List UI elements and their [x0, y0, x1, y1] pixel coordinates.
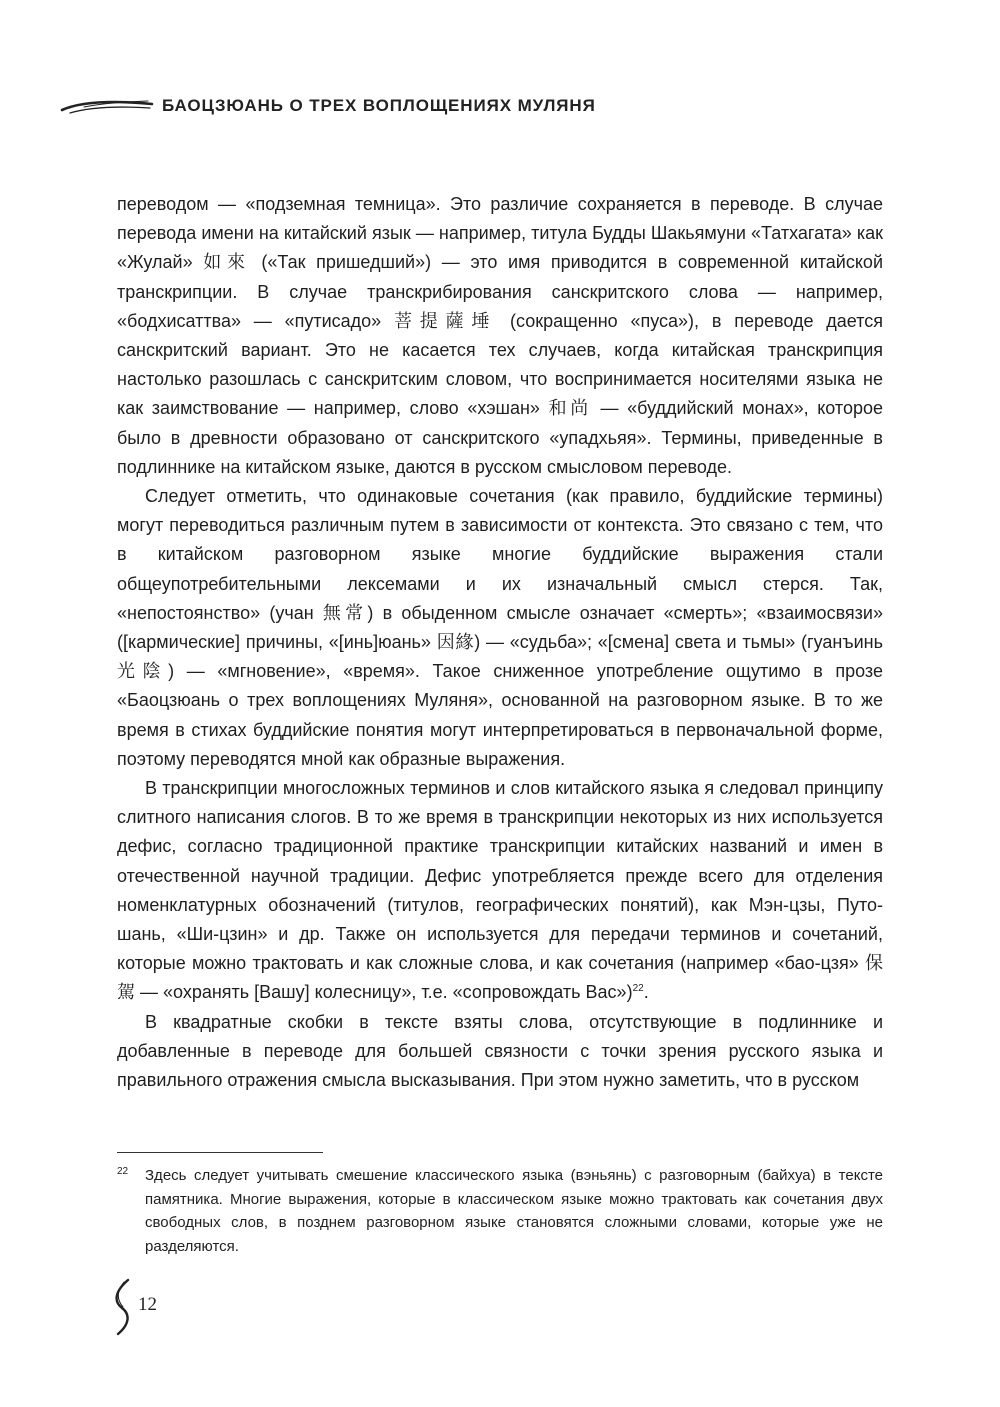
paragraph: переводом — «подземная темница». Это различие сохраняется в переводе. В случае перевода имени на китайский язык — например, титула Будды Шакьямуни «Татхагата» как «Жулай» 如來 («Так пришедший») — это имя приводится в современной китайской транскрипции. В случае транскрибирования санскритского слова — например, «бодхисаттва» — «путисадо» 菩提薩埵 (сокращенно «пуса»), в переводе дается санскритский вариант. Это не касается тех случаев, когда китайская транскрипция настолько разошлась с санскритским словом, что воспринимается носителями языка не как заимствование — например, слово «хэшан» 和尚 — «буддийский монах», которое было в древности образовано от санскритского «упадхьяя». Термины, приведенные в подлиннике на китайском языке, даются в русском смысловом переводе.: [117, 194, 883, 477]
footnote-text: Здесь следует учитывать смешение классического языка (вэньянь) с разговорным (байхуа) в тексте памятника. Многие выражения, которые в классическом языке можно трактовать как сочетания двух свободных слов, в позднем разговорном языке становятся сложными словами, которые уже не разделяются.: [145, 1167, 883, 1255]
curved-bracket-ornament-icon: [108, 1278, 138, 1336]
swoosh-ornament-icon: [60, 96, 154, 116]
page-number: 12: [138, 1294, 157, 1315]
paragraph-text: В транскрипции многосложных терминов и слов китайского языка я следовал принципу слитного написания слогов. В то же время в транскрипции некоторых из них используется дефис, согласно традиционной практике транскрипции китайских названий и имен в отечественной научной традиции. Дефис употребляется прежде всего для отделения номенклатурных обозначений (титулов, географических понятий), как Мэн-цзы, Путо-шань, «Ши-цзин» и др. Также он используется для передачи терминов и сочетаний, которые можно трактовать и как сложные слова, и как сочетания (например «бао-цзя» 保駕 — «охранять [Вашу] колесницу», т.е. «сопровождать Вас»): [117, 778, 883, 1003]
footnote-separator: [117, 1152, 323, 1153]
running-header-title: БАОЦЗЮАНЬ О ТРЕХ ВОПЛОЩЕНИЯХ МУЛЯНЯ: [162, 96, 596, 115]
running-header: [60, 92, 940, 124]
page-folio: [108, 1278, 228, 1338]
paragraph: В транскрипции многосложных терминов и слов китайского языка я следовал принципу слитного написания слогов. В то же время в транскрипции некоторых из них используется дефис, согласно традиционной практике транскрипции китайских названий и имен в отечественной научной традиции. Дефис употребляется прежде всего для отделения номенклатурных обозначений (титулов, географических понятий), как Мэн-цзы, Путо-шань, «Ши-цзин» и др. Также он используется для передачи терминов и сочетаний, которые можно трактовать и как сложные слова, и как сочетания (например «бао-цзя» 保駕 — «охранять [Вашу] колесницу», т.е. «сопровождать Вас»)$^{22}$.: [117, 778, 883, 1003]
paragraph: Следует отметить, что одинаковые сочетания (как правило, буддийские термины) могут переводиться различным путем в зависимости от контекста. Это связано с тем, что в китайском разговорном языке многие буддийские выражения стали общеупотребительными лексемами и их изначальный смысл стерся. Так, «непостоянство» (учан 無常) в обыденном смысле означает «смерть»; «взаимосвязи» ([кармические] причины, «[инь]юань» 因緣) — «судьба»; «[смена] света и тьмы» (гуанъинь 光陰) — «мгновение», «время». Такое сниженное употребление ощутимо в прозе «Баоцзюань о трех воплощениях Муляня», основанной на разговорном языке. В то же время в стихах буддийские понятия могут интерпретироваться в первоначальной форме, поэтому переводятся мной как образные выражения.: [117, 486, 883, 769]
footnote: [117, 1164, 883, 1258]
footnote-number: 22: [117, 1166, 129, 1177]
body-text: [117, 190, 883, 1095]
paragraph: В квадратные скобки в тексте взяты слова, отсутствующие в подлиннике и добавленные в переводе для большей связности с точки зрения русского языка и правильного отражения смысла высказывания. При этом нужно заметить, что в русском: [117, 1011, 883, 1091]
footnote-reference[interactable]: 22: [632, 983, 644, 995]
